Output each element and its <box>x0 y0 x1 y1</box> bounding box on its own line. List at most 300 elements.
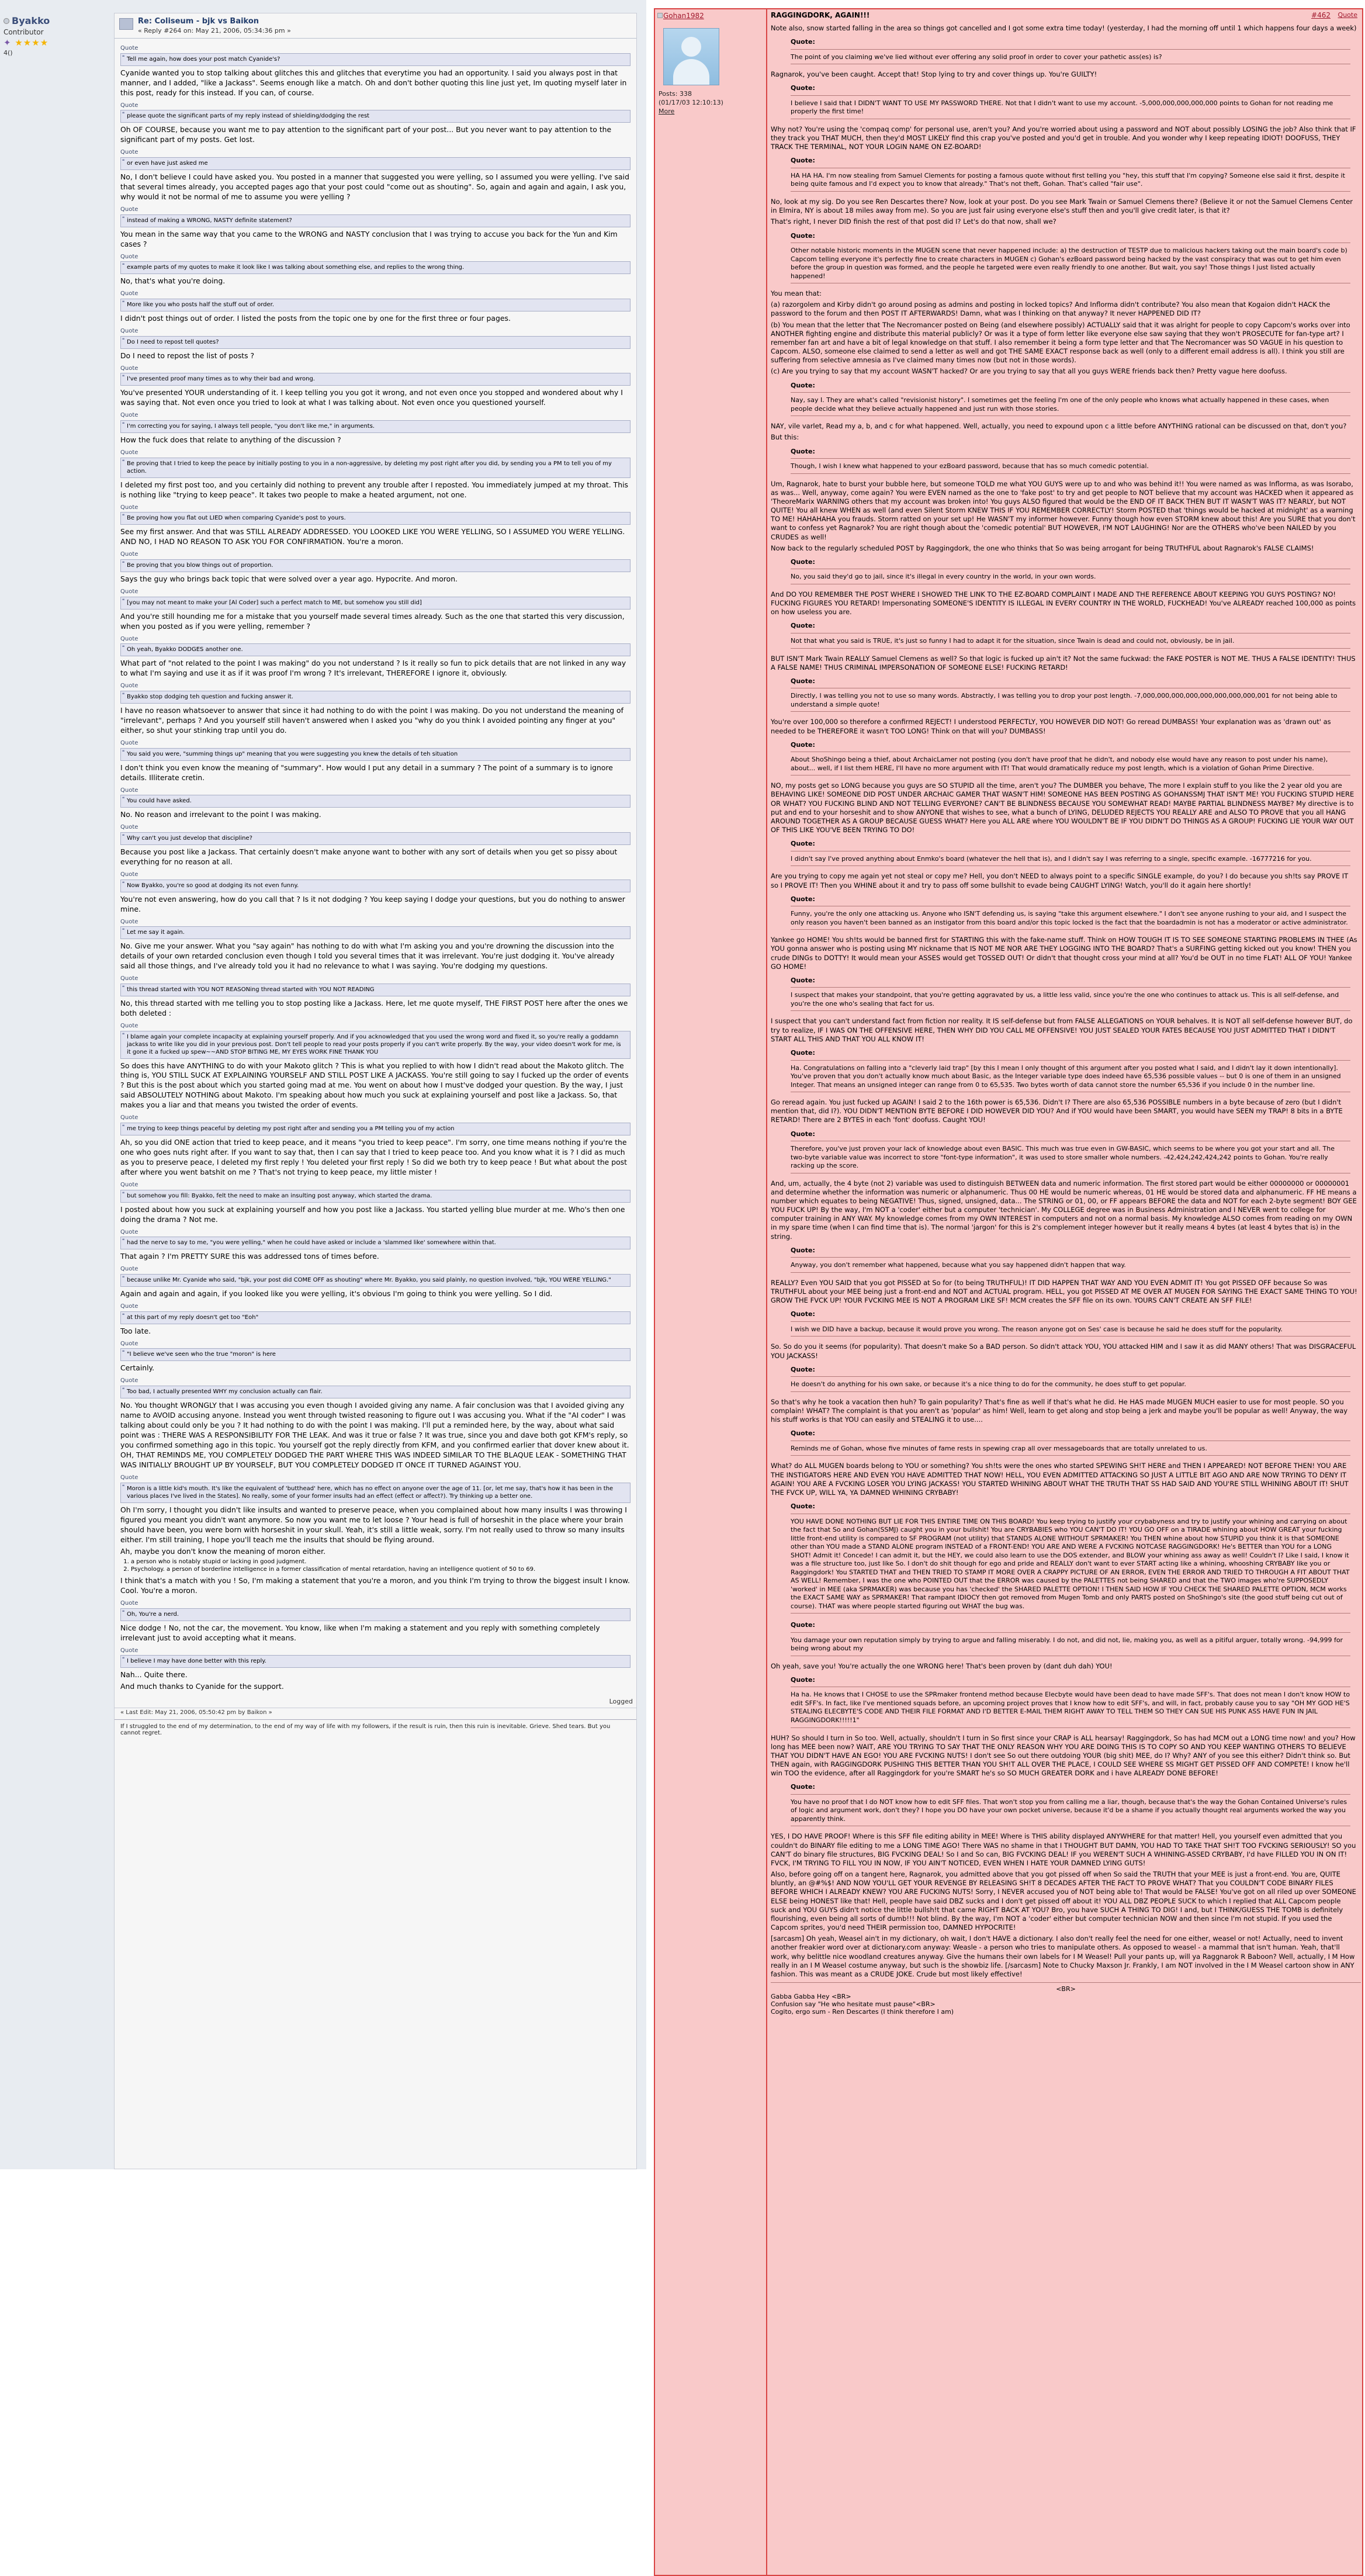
quote-label: Quote: <box>791 230 1350 244</box>
quote-mark-icon: ❝ <box>122 215 125 221</box>
quote-text: Nay, say I. They are what's called "revisionist history". I sometimes get the feeling I'm one of the only people who knows what actually happened in these cases, when people decide what they believe actually happened and just run with those stories. <box>791 396 1329 413</box>
quote-label: Quote <box>120 327 138 334</box>
quote-label: Quote: <box>791 975 1350 988</box>
quote-mark-icon: ❝ <box>122 374 125 380</box>
paragraph: You've presented YOUR understanding of it. I keep telling you you got it wrong, and not even once you stopped and wondered about why I was saying that. Not even once you tried to look at what I was talking about. Not even once you questioned yourself. <box>120 388 623 407</box>
quote-block <box>120 880 630 892</box>
quote-text: You could have asked. <box>127 798 192 805</box>
quote-label: Quote <box>120 739 138 746</box>
post-body <box>771 24 1361 1979</box>
quote-label: Quote: <box>791 1128 1350 1142</box>
quote-text: me trying to keep things peaceful by deleting my post right after and sending you a PM telling you of my action <box>127 1126 455 1133</box>
online-status-icon <box>4 18 9 24</box>
paragraph: And, um, actually, the 4 byte (not 2) variable was used to distinguish BETWEEN data and numeric information. The first stored part would be either 00000000 or 00000001 and determine whether the information was numeric or alphanumeric. Thus 00 HE would be numeric whereas, 01 HE would be stored data and alphanumeric. FF HE means a number which equates to being NEGATIVE! Thus, signed, unsigned, data... The STRING or 01, 00, or FF appears BEFORE the data and NOT for each 2-byte segment! BOY GEE YOU FUCK UP! By the way, I'm NOT a 'coder' either but a computer 'technician'. My COLLEGE degree was in Business Administration and I NEVER went to college for computer training in ANY WAY. My knowledge comes from my OWN INTEREST in computers and not on a normal basis. My knowledge ALSO comes from reading on my OWN in my spare time (when I can find time that is). The normal 'jargon' for this is 2's complement integer however but it really means 4 bytes (at least 4 bytes that is) in the string. <box>771 1179 1357 1241</box>
post-titlebar <box>771 9 1361 22</box>
quote-block <box>791 894 1350 933</box>
signature: If I struggled to the end of my determination, to the end of my way of life with my followers, if the result is ruin, then this ruin is inevitable. Grieve. Shed tears. But you cannot regret. <box>115 1719 636 1740</box>
paragraph: No. No reason and irrelevant to the point I was making. <box>120 810 321 819</box>
quote-text: Directly, I was telling you not to use so many words. Abstractly, I was telling you to drop your post length. -7,000,000,000,000,000,000,000,000,001 for not being able to understand a simple quote! <box>791 692 1338 708</box>
quote-text: [you may not meant to make your [Al Coder] such a perfect match to ME, but somehow you still did] <box>127 599 422 606</box>
quote-mark-icon: ❝ <box>122 1238 125 1244</box>
quote-label: Quote: <box>791 1364 1350 1377</box>
quote-mark-icon: ❝ <box>122 833 125 839</box>
quote-block <box>120 512 630 525</box>
paragraph: Oh OF COURSE, because you want me to pay attention to the significant part of your post... But you never want to pay attention to the significant part of my posts. Get lost. <box>120 125 612 144</box>
quote-label: Quote <box>120 975 138 982</box>
quote-text: HA HA HA. I'm now stealing from Samuel Clements for posting a famous quote without first telling you "hey, this stuff that I'm copying? Someone else said it first, despite it being quite famous and I'd expect you to know that already." That's not theft, Gohan. That's called "fair use". <box>791 171 1345 188</box>
paragraph: That's right, I never DID finish the rest of that post did I? Let's do that now, shall we? <box>771 217 1056 226</box>
quote-divider <box>791 1272 1350 1273</box>
post-count: Posts: 338 <box>659 90 692 98</box>
quote-label: Quote: <box>791 838 1350 851</box>
quote-block <box>120 1608 630 1621</box>
quote-text: The point of you claiming we've lied without ever offering any solid proof in order to cover your pathetic ass(es) is? <box>791 53 1162 61</box>
paragraph: Too late. <box>120 1326 151 1335</box>
quote-label: Quote <box>120 412 138 419</box>
paragraph: I don't think you even know the meaning of "summary". How would I put any detail in a summary ? The point of a summary is to ignore details. Illiterate cretin. <box>120 763 613 782</box>
post-content <box>114 13 637 2169</box>
quote-mark-icon: ❝ <box>122 54 125 60</box>
quote-block <box>791 380 1350 419</box>
quote-text: You said you were, "summing things up" meaning that you were suggesting you knew the details of teh situation <box>127 750 458 757</box>
quote-text: but somehow you fill: Byakko, felt the need to make an insulting post anyway, which started the drama. <box>127 1192 432 1199</box>
quote-block <box>791 1619 1350 1659</box>
quote-label: Quote <box>120 504 138 511</box>
quote-label: Quote <box>120 1022 138 1029</box>
paragraph: Cyanide wanted you to stop talking about glitches this and glitches that everytime you had an opportunity. I said you always post in that manner, and I added, "like a Jackass". Seems enough like a match. Oh and don't bother quoting this line just yet, Im quoting myself later in this post, ready for this instead. If you can, of course. <box>120 68 627 97</box>
paragraph: So does this have ANYTHING to do with your Makoto glitch ? This is what you replied to with how I didn't read about the Makoto glitch. The thing is, YOU STILL SUCK AT EXPLAINING YOURSELF AND STILL POST LIKE A JACKASS. You're still going to say I fucked up the order of events ? But this is the post about which you started going mad at me. You went on about how I must've dodged your question. By the way, I just said ABSOLUTELY NOTHING about Makoto. I'm speaking about how much you suck at explaining yourself and post like a Jackass. So, that makes you a liar and that means you twisted the order of events. <box>120 1061 629 1110</box>
quote-label: Quote: <box>791 739 1350 753</box>
paragraph: Do I need to repost the list of posts ? <box>120 351 255 360</box>
paragraph: You mean in the same way that you came to the WRONG and NASTY conclusion that I was trying to accuse you back for the Yun and Kim cases ? <box>120 229 618 248</box>
quote-label: Quote <box>120 1647 138 1654</box>
quote-mark-icon: ❝ <box>122 1190 125 1196</box>
quote-text: About ShoShingo being a thief, about ArchaicLamer not posting (you don't have proof that he didn't, and nobody else would have any reason to post under his name), about... well, if I list them HERE, I'll have no more argument with IT! That would dramatically reduce my post length, which is a violation of Gohan Prime Directive. <box>791 756 1328 772</box>
paragraph: What? do ALL MUGEN boards belong to YOU or something? You sh!ts were the ones who started SPEWING SH!T HERE and THEN I APPEARED! NOT BEFORE THEN! YOU ARE THE INSTIGATORS HERE AND EVEN YOU HAVE ADMITTED THAT NOW! HELL, YOU EVEN ADMITTED ATTACKING SO JUST A LITTLE BIT AGO AND ARE NOW TRYING TO DENY IT AGAIN! YOU ARE A FVCKING LOSER YOU LYING JACKASS! YOU STARTED WHINING ABOUT WHAT THE TRUTH THAT SS HAD SAID AND YOU'RE STILL WHINING ABOUT IT! SHUT THE FVCK UP, WILL YA, YA DAMNED WHINING CRYBABY! <box>771 1462 1349 1497</box>
paragraph: And DO YOU REMEMBER THE POST WHERE I SHOWED THE LINK TO THE EZ-BOARD COMPLAINT I MADE AND THE REFERENCE ABOUT KEEPING YOU GUYS POSTING? NO! FUCKING FIGURES YOU RETARD! Impersonating SOMEONE'S IDENTITY IS ILLEGAL IN EVERY COUNTRY IN THE WORLD, FUCKHEAD! You've ALREADY reached 100,000 as points on how useless you are. <box>771 590 1356 617</box>
quote-label: Quote: <box>791 1781 1350 1795</box>
quote-text: You damage your own reputation simply by trying to argue and falling miserably. I do not, and did not, lie, making you, as well as a pitiful arguer, totally wrong. -94,999 for being wrong about my <box>791 1636 1343 1653</box>
quote-label: Quote <box>120 588 138 595</box>
quote-block <box>791 446 1350 476</box>
quote-block <box>791 36 1350 67</box>
paragraph: (b) You mean that the letter that The Necromancer posted on Being (and elsewhere possibly) ACTUALLY said that it was alright for people to copy Capcom's works over into ANOTHER fighting engine and distribute this material publicly? Or was it a type of form letter like everyone else saw saying that they won't PROSECUTE for fan-type art? I remember fan art and have a bit of legal knowledge on that stuff. I also remember it being a form type letter and that The Necromancer was SO VAGUE in his question to Capcom. ALSO, someone else claimed to send a letter as well and got THE SAME EXACT response back as well (only to a different email address is all). I think you still are suffering from selective amnesia as I've claimed many times now (but not in those words). <box>771 320 1350 365</box>
paragraph: [sarcasm] Oh yeah, Weasel ain't in my dictionary, oh wait, I don't HAVE a dictionary. I also don't really feel the need for one either, weasel or not! Actually, need to invent another freakier word over at dictionary.com anyway: Weasle - a person who tries to manipulate others. As opposed to weasel - a mammal that isn't human. Yeah, that'll work, why belittle nice woodland creatures anyway. Give the humans their own labels for I M Weasel! Pull your pants up, will ya Raggnarok R Baboon? Well, actually, I M How really in an I M Weasel costume anyway, but such is the showbiz life. [/sarcasm] Note to Chucky Maxson Jr. Frankly, I am NOT involved in the I M Weasel cartoon show in ANY fashion. This was meant as a CRUDE JOKE. Crude but most likely effective! <box>771 1934 1355 1978</box>
quote-mark-icon: ❝ <box>122 1387 125 1393</box>
quote-label: Quote <box>120 551 138 558</box>
quote-block <box>791 1674 1350 1730</box>
quote-text: "I believe we've seen who the true "moron" is here <box>127 1351 276 1358</box>
quote-text: He doesn't do anything for his own sake, or because it's a nice thing to do for the community, he does stuff to get popular. <box>791 1380 1186 1389</box>
left-forum-post-panel <box>0 0 646 2169</box>
quote-mark-icon: ❝ <box>122 421 125 427</box>
paragraph: No, this thread started with me telling you to stop posting like a Jackass. Here, let me quote myself, THE FIRST POST here after the ones we both deleted : <box>120 998 628 1017</box>
paragraph: Oh yeah, save you! You're actually the one WRONG here! That's been proven by (dant duh dah) YOU! <box>771 1661 1113 1670</box>
quote-label: Quote <box>120 1340 138 1347</box>
author-name[interactable]: Byakko <box>4 15 106 26</box>
paragraph: BUT ISN'T Mark Twain REALLY Samuel Clemens as well? So that logic is fucked up ain't it? Not the same fuckwad: the FAKE POSTER is NOT ME. THUS A FALSE IDENTITY! THUS A FALSE NAME! THUS CRIMINAL IMPERSONATION OF SOMEONE ELSE! FUCKING RETARD! <box>771 654 1356 671</box>
quote-label: Quote <box>120 1377 138 1384</box>
quote-label: Quote: <box>791 1619 1350 1633</box>
quote-block <box>791 838 1350 868</box>
paragraph: Ah, so you did ONE action that tried to keep peace, and it means "you tried to keep peace". I'm sorry, one time means nothing if you're the one who goes nuts right after. If you want to say that, then I can say that I tried to keep peace too. And you know what it is ? I did as much as you to preserve peace, I deleted my first reply ! You deleted your first reply ! So did we both try to keep peace ! But what about the post after where you went batshit on me ? That's not trying to keep peace, my little mister ! <box>120 1138 627 1177</box>
paragraph: Ragnarok, you've been caught. Accept that! Stop lying to try and cover things up. You're GUILTY! <box>771 70 1097 79</box>
post-number-link[interactable]: #462 <box>1311 11 1331 19</box>
quote-block <box>120 597 630 610</box>
quote-divider <box>791 1391 1350 1392</box>
quote-block <box>120 1031 630 1059</box>
paragraph: Oh I'm sorry, I thought you didn't like insults and wanted to preserve peace, when you complained about how many insults I was throwing I figured you meant you didn't want anymore. So now you want me to let loose ? Your head is full of horseshit in the place where your brain should have been, you were born with horseshit in your skull. Yeah, it's still a little weak, sorry. I'm not really used to throw so many insults either. I'm still training, I hope you'll teach me the insults that should be flying around. <box>120 1505 627 1544</box>
quote-text: this thread started with YOU NOT REASONing thread started with YOU NOT READING <box>127 986 375 993</box>
list-item: 2. Psychology. a person of borderline intelligence in a former classification of mental retardation, having an intelligence quotient of 50 to 69. <box>131 1566 630 1574</box>
quote-text: I'm correcting you for saying, I always tell people, "you don't like me," in arguments. <box>127 423 375 430</box>
quote-block <box>120 53 630 66</box>
paragraph: Are you trying to copy me again yet not steal or copy me? Hell, you don't NEED to always point to a specific SINGLE example, do you? I do because you sh!ts say PROVE IT so I PROVE IT! Then you WHINE about it and try to pass off some bullshit to evade being CAUGHT LYING! Watch, you'll do it again here shortly! <box>771 872 1349 889</box>
quote-block <box>791 1428 1350 1458</box>
quote-label: Quote <box>120 149 138 156</box>
quote-text: Ha ha. He knows that I CHOSE to use the SPRmaker frontend method because Elecbyte would have been dead to have made SFF's. That does not mean I don't know HOW to edit SFF's. In fact, like I've mentioned squads before, an upcoming project proves that I know how to edit SFF's, and will, in fact, probably cause you to say "OH MY GOD HE'S STEALING ELECBYTE'S CODE AND THEIR FILE FORMAT AND I'D BETTER E-MAIL THEM RIGHT AWAY TO TELL THEM SO THEY CAN SUE HIS PUNK ASS HAVE FUN IN JAIL RAGGINGDORK!!!!!1" <box>791 1691 1350 1724</box>
author-rank: Contributor <box>4 28 44 36</box>
quote-text: Why can't you just develop that discipline? <box>127 835 252 842</box>
paragraph: No. Give me your answer. What you "say again" has nothing to do with what I'm asking you and you're drowning the discussion into the details of your own retarded conclusion even though I told you several times that it was irrelevant. You're just dodging it. You've already said all those things, and I've already told you it had no relevance to what I was saying. You're dodging my questions. <box>120 941 615 971</box>
quote-mark-icon: ❝ <box>122 1483 125 1489</box>
paragraph: Note also, snow started falling in the area so things got cancelled and I got some extra time today! (yesterday, I had the morning off until 1 which happens four days a week) <box>771 24 1357 32</box>
quote-text: Reminds me of Gohan, whose five minutes of fame rests in spewing crap all over messageboards that are totally unrelated to us. <box>791 1444 1207 1452</box>
quote-text: More like you who posts half the stuff out of order. <box>127 301 275 308</box>
paragraph: Um, Ragnarok, hate to burst your bubble here, but someone TOLD me what YOU GUYS were up to and who was behind it!! You were named as was Inflorma, as was Isorabo, as was... Well, anyway, come again? You were EVEN named as the one to 'fake post' to try and get people to NOT believe that my account was HACKED when it appeared as 'TheoreMarix WARNING others that my account was broken into! You guys ALSO figured that would be the END OF IT BACK THEN BUT IT WASN'T WAS IT? NEARLY, but NOT QUITE! You all knew WHEN as well (and even Silent Storm KNEW THIS IF YOU REMEMBER CORRECTLY! Storm POSTED that 'things would be hacked at midnight' as a warning TO ME! HAHAHAHA you frauds. Storm ratted on your set up! He WASN'T my informer however. Funny though how even STORM knew about this! Are you SURE that you don't want to confess yet Ragnarok? You are right though about the 'comedic potential' BUT HOWEVER, I'M NOT LAUGHING! Nor are the OTHERS who've been NAILED by you CRUDES as well! <box>771 479 1356 541</box>
quote-block <box>120 1274 630 1287</box>
quote-label: Quote: <box>791 894 1350 907</box>
quote-mark-icon: ❝ <box>122 262 125 268</box>
quote-label: Quote <box>120 1266 138 1273</box>
quote-text: I didn't say I've proved anything about Enmko's board (whatever the hell that is), and I didn't say I was referring to a single, specific example. -16777216 for you. <box>791 854 1312 863</box>
paragraph: REALLY? Even YOU SAID that you got PISSED at So for (to being TRUTHFUL)! IT DID HAPPEN THAT WAY AND YOU EVEN ADMIT IT! You got PISSED OFF because So was TRUTHFUL about your MEE being just a front-end and NOT and ACTUAL program. HELL, you got PISSED AT ME OVER AT MUGEN FOR SAYING THE EXACT SAME THING TO YOU! GROW THE FVCK UP! YOUR FVCKING MEE IS NOT A PROGRAM LIKE SF! MCM creates the SFF file on its own. YOURS CAN'T CREATE AN SFF FILE! <box>771 1278 1357 1305</box>
post-header <box>115 13 636 39</box>
quote-text: Now Byakko, you're so good at dodging its not even funny. <box>127 882 299 889</box>
quote-label: Quote: <box>791 380 1350 393</box>
quote-block <box>791 1245 1350 1275</box>
quote-mark-icon: ❝ <box>122 299 125 305</box>
quote-block <box>120 748 630 761</box>
quote-block <box>791 620 1350 650</box>
quote-mark-icon: ❝ <box>122 984 125 990</box>
quote-block <box>120 1386 630 1398</box>
quote-block <box>120 1655 630 1668</box>
paragraph: I posted about how you suck at explaining yourself and how you post like a Jackass. You started yelling blue murder at me. Who's then one doing the drama ? Not me. <box>120 1204 625 1224</box>
quote-label: Quote <box>120 871 138 878</box>
quote-block <box>120 336 630 349</box>
quote-block <box>791 556 1350 587</box>
quote-text: Though, I wish I knew what happened to your ezBoard password, because that has so much comedic potential. <box>791 462 1149 470</box>
quote-divider <box>791 711 1350 712</box>
paragraph: No, look at my sig. Do you see Ren Descartes there? Now, look at your post. Do you see Mark Twain or Samuel Clemens there? (Believe it or not the Samuel Clemens Center in Elmira, NY is about 18 miles away from me). So you are just fair using everyone else's stuff then and you'll give credit later, is that it? <box>771 197 1353 215</box>
post-title: RAGGINGDORK, AGAIN!!! <box>771 11 870 19</box>
quote-label: Quote <box>120 1182 138 1189</box>
quote-label: Quote: <box>791 1428 1350 1441</box>
paragraph: I have no reason whatsoever to answer that since it had nothing to do with the point I was making. Do you not understand the meaning of "irrelevant", perhaps ? And you yourself still haven't answered when I asked you "why do you think I avoided pointing any finger at you" either, so shut your stinking trap until you do. <box>120 705 623 735</box>
paragraph: NO, my posts get so LONG because you guys are SO STUPID all the time, aren't you? The DUMBER you behave, The more I explain stuff to you like the 2 year old you are BEHAVING LIKE! SOMEONE DID POST UNDER ARCHAIC GAMER THAT WASN'T HIM! SOMEONE HAS BEEN POSTING AS GOHANSSMJ THAT ISN'T ME! YOU FUCKING STUPID HERE OR WHAT? YOU FUCKING BLIND AND NOT TELLING EVERYONE? CAN'T BE BLINDNESS BECAUSE YOU SOMEWHAT READ! MAYBE PARTIAL BLINDNESS MAYBE? My directive is to put and end to your horseshit and to show ANYONE that wishes to see, what a bunch of LYING, DELUDED REJECTS YOU REALLY ARE and ALSO TO PROVE that you all HANG AROUND TOGETHER AS A GROUP BECAUSE GUESS WHAT? Here you ALL ARE where YOU WOULDN'T BE IF YOU DIDN'T DO THINGS AS A GROUP! FUCKING LIE YOUR WAY OUT OF THIS LIKE YOU'VE BEEN TRYING TO DO! <box>771 781 1354 835</box>
quote-label: Quote <box>120 918 138 925</box>
rank-stars: ✦ ★★★★ <box>4 37 49 48</box>
quote-block <box>791 739 1350 778</box>
quote-label: Quote <box>120 787 138 794</box>
quote-label: Quote: <box>791 620 1350 633</box>
quote-text: No, you said they'd go to jail, since it's illegal in every country in the world, in your own words. <box>791 573 1096 581</box>
quote-mark-icon: ❝ <box>122 749 125 754</box>
post-icon <box>119 18 133 30</box>
paragraph: (c) Are you trying to say that my account WASN'T hacked? Or are you trying to say that all you guys WERE friends back then? Pretty vague here doofuss. <box>771 367 1287 376</box>
quote-text: I wish we DID have a backup, because it would prove you wrong. The reason anyone got on Ses' case is because he said he does stuff for the popularity. <box>791 1325 1283 1333</box>
quote-text: You have no proof that I do NOT know how to edit SFF files. That won't stop you from calling me a liar, though, because that's the way the Gohan Contained Universe's rules of logic and argument work, don't they? I hope you DO have your own pocket universe, because it'd be a shame if you actually thought real arguments worked the way you apparently think. <box>791 1798 1347 1823</box>
sig-line: Confusion say "He who hesitate must pause"<BR> <box>771 2000 936 2009</box>
quote-text: Do I need to repost tell quotes? <box>127 338 219 345</box>
quote-label: Quote: <box>791 1308 1350 1322</box>
quote-text: had the nerve to say to me, "you were yelling," when he could have asked or include a 'slammed like' somewhere within that. <box>127 1239 496 1247</box>
quote-text: Let me say it again. <box>127 929 185 936</box>
paragraph: Because you post like a Jackass. That certainly doesn't make anyone want to bother with any sort of details when you get so pissy about everything for no reason at all. <box>120 847 618 866</box>
quote-block <box>120 1190 630 1203</box>
quote-label: Quote <box>120 290 138 297</box>
more-link[interactable]: More <box>659 107 675 115</box>
quote-label: Quote: <box>791 676 1350 689</box>
paragraph: I deleted my first post too, and you certainly did nothing to prevent any trouble after I reposted. You immediately jumped at my throat. This is nothing like "trying to keep peace". It takes two people to make a heated argument, not one. <box>120 480 628 499</box>
quote-block <box>791 1128 1350 1176</box>
quote-block <box>791 1501 1350 1616</box>
quote-block <box>120 1483 630 1503</box>
paragraph: Certainly. <box>120 1363 155 1373</box>
quote-label: Quote <box>120 45 138 51</box>
quote-text: YOU HAVE DONE NOTHING BUT LIE FOR THIS ENTIRE TIME ON THIS BOARD! You keep trying to justify your crybabyness and try to justify your whining and carrying on about the fact that So and Gohan(SSMJ) caught you in your bullshit! You are CRYBABIES who YOU CAN'T DO IT! YOU GO OFF on a TIRADE whining about HOW GREAT your fucking little front-end utility is compared to SF PROGRAM (not utility) that STANDS ALONE WITHOUT SPRMAKER! You THEN whine about how STUPID you think it is that SOMEONE other than YOU made a STAND ALONE program INSTEAD of a FRONT-END! YOU ARE AND WERE A FVCKING NOTCASE RAGGINGDORK! He's BETTER than YOU for a LONG SHOT! Admit it! Concede! I can admit it, but the HEY, we could also learn to use the DOS extender, and BLOW your whining ass away as well! Couldn't I? Like I said, I know it was a file structure too, just like So. I don't do shit though for ego and pride and REALLY don't want to ever START acting like a whining, whooshing CRYBABY like you or Raggingdork! You STARTED THAT and THEN TRIED TO STAMP IT MORE OVER A CRAPPY PICTURE OF AN ERROR, EVEN THE ERROR AND TRIED TO THROUGH A FIT ABOUT THAT AS WELL! Remember, I was the one who POINTED OUT that the ERROR was caused by the PALETTES not being SHARED and that the TWO images who're SUPPOSEDLY 'worked' in MEE (aka SPRMAKER) was because you has 'checked' the SHARED PALETTE OPTION! I THEN SAID HOW IF YOU CHECK THE SHARED PALETTE OPTION, MCM works the EXACT SAME WAY as SPRMAKER! That rampant IDIOCY then got removed from Mugen Tomb and only PARTS posted on ShoShingo's site (the good stuff being cut out of course). THAT was where people started figuring out WHAT the bug was. <box>791 1517 1350 1610</box>
quote-mark-icon: ❝ <box>122 927 125 933</box>
avatar <box>663 28 719 85</box>
paragraph: So that's why he took a vacation then huh? To gain popularity? That's fine as well if that's what he did. He HAS made MUGEN MUCH easier to use for most people. SO you complain! WHAT? The complaint is that you aren't as 'popular' as him! Well, learn to get along and stop being a jerk and maybe you'll be popular as well! Anyway, the way his stuff works is that YOU can easily and STEALING it to use.... <box>771 1397 1348 1424</box>
join-date: (01/17/03 12:10:13) <box>659 98 723 106</box>
paragraph: Go reread again. You just fucked up AGAIN! I said 2 to the 16th power is 65,536. Didn't I? There are also 65,536 POSSIBLE numbers in a byte because of zero (but I didn't mention that, did I?). YOU DIDN'T MENTION BYTE BEFORE I DID HOWEVER DID YOU? And if YOU would have been SMART, you would have SEEN my TRAP! 8 bits in a BYTE RETARD! There are 2 BYTES in each 'font' doofuss. Caught YOU! <box>771 1098 1343 1124</box>
quote-label: Quote <box>120 683 138 690</box>
paragraph: No, I don't believe I could have asked you. You posted in a manner that suggested you were yelling, so I assumed you were yelling. I've said that several times already, you accepted pages ago that your post could "come out as shouting". So, again and again and again, I ask you, why would it not be normal of me to assume you were yelling ? <box>120 172 629 201</box>
paragraph: You mean that: <box>771 289 822 298</box>
paragraph: (a) razorgolem and Kirby didn't go around posing as admins and posting in locked topics? And Inflorma didn't contribute? You also mean that Kogaion didn't HACK the password to the forum and then POST IT AFTERWARDS! Damn, what was I thinking on that anyway? It never HAPPENED DID IT? <box>771 300 1331 318</box>
quote-block <box>120 458 630 478</box>
quote-block <box>791 676 1350 715</box>
quote-label: Quote <box>120 102 138 109</box>
quote-text: Therefore, you've just proven your lack of knowledge about even BASIC. This much was true even in GW-BASIC, which seems to be where you got your start and all. The two-byte variable value was incorrect to store "font-type information", it was used to store smaller whole numbers. -42,424,242,424,242 points to Gohan. You're really racking up the score. <box>791 1145 1335 1170</box>
quote-text: example parts of my quotes to make it look like I was talking about something else, and replies to the wrong thing. <box>127 264 465 271</box>
paragraph: Again and again and again, if you looked like you were yelling, it's obvious I'm going to think you were yelling. So I did. <box>120 1289 553 1299</box>
signature <box>771 1982 1361 2016</box>
quote-label: Quote: <box>791 1245 1350 1258</box>
quote-block <box>120 559 630 572</box>
quote-mark-icon: ❝ <box>122 1312 125 1318</box>
quote-divider <box>791 1613 1350 1614</box>
quote-block <box>120 110 630 123</box>
paragraph: No, that's what you're doing. <box>120 276 226 286</box>
quote-divider <box>791 865 1350 866</box>
paragraph: Yankee go HOME! You sh!ts would be banned first for STARTING this with the fake-name stuff. Think on HOW TOUGH IT IS TO SEE SOMEONE STARTING PROBLEMS IN THEE (As YOU gonna answer who is posting using MY nickname that IS NOT ME NOR ARE THEY LOGGING INTO THE BOARD? That's a SURFING getting kicked out you know! THEN you crude DINGs to DOTTY! It would mean your ASSES would get TOSSED OUT! Or didn't that thought cross your mind at all? You'd be OUT in no time FLAT! ALL OF YOU! Yankee GO HOME! <box>771 936 1357 971</box>
list-item: 1. a person who is notably stupid or lacking in good judgment. <box>131 1558 630 1566</box>
quote-text: I've presented proof many times as to why their bad and wrong. <box>127 376 315 383</box>
paragraph: YES, I DO HAVE PROOF! Where is this SFF file editing ability in MEE! Where is THIS ability displayed ANYWHERE for that matter! Hell, you yourself even admitted that you couldn't do BINARY file editing to me a LONG TIME AGO! There WAS no shame in that I THOUGHT BUT DAMN, YOU HAD TO TAKE THAT SH!T TOO FVCKING SERIOUSLY! SO you CAN'T do binary file structures, BIG FVCKING DEAL! So I and So can, BIG FVCKING DEAL! IF you WEREN'T SUCH A WHINING-ASSED CRYBABY, I'd have FILLED YOU IN ON IT! FVCK, I'M TRYING TO FILL YOU IN NOW, IF YOU AIN'T NOTICED, EVEN WHEN I HATE YOUR DAMNED LYING GUTS! <box>771 1832 1356 1867</box>
paragraph: I think that's a match with you ! So, I'm making a statement that you're a moron, and you think I'm trying to throw the biggest insult I know. Cool. You're a moron. <box>120 1576 630 1595</box>
paragraph: How the fuck does that relate to anything of the discussion ? <box>120 435 341 444</box>
quote-block <box>120 1311 630 1324</box>
quote-mark-icon: ❝ <box>122 645 125 650</box>
quote-block <box>120 1123 630 1135</box>
avatar-head-icon <box>681 37 701 57</box>
author-misc: 4() <box>4 49 13 57</box>
poster-meta <box>659 90 723 116</box>
quote-block <box>791 82 1350 122</box>
paragraph: Now back to the regularly scheduled POST by Raggingdork, the one who thinks that So was being arrogant for being TRUTHFUL about Ragnarok's FALSE CLAIMS! <box>771 543 1314 552</box>
quote-block <box>120 214 630 227</box>
quote-mark-icon: ❝ <box>122 1609 125 1615</box>
last-edit-note: « Last Edit: May 21, 2006, 05:50:42 pm by Baikon » <box>115 1708 636 1719</box>
quote-label: Quote: <box>791 1501 1350 1514</box>
quote-text: Oh, You're a nerd. <box>127 1611 179 1618</box>
quote-divider <box>791 1727 1350 1728</box>
quote-text: I blame again your complete incapacity at explaining yourself properly. And if you acknowledged that you used the wrong word and fixed it, so you're really a goddamn jackass to write like you did in your previous post. Don't tell people to read your posts properly if you can't write properly. By the way, your video doesn't work for me, is it gone it a fucked up spew~~AND STOP BITING ME, MY EYES WORK FINE THANK YOU <box>127 1033 621 1055</box>
quote-divider <box>791 191 1350 192</box>
quote-mark-icon: ❝ <box>122 597 125 603</box>
quote-block <box>120 261 630 274</box>
quote-text: Ha. Congratulations on falling into a "cleverly laid trap" [by this I mean I only thought of this argument after you posted what I said, and I didn't lay it down intentionally]. You've proven that you don't actually know much about Basic, as the Integer variable type does indeed have 65,536 possible values -- but 0 is one of them in an unsigned Integer. That means an unsigned integer can range from 0 to 65,535. Two bytes worth of data cannot store the number 65,536 if you include 0 in the number line. <box>791 1064 1341 1089</box>
paragraph: And much thanks to Cyanide for the support. <box>120 1682 284 1691</box>
quote-block <box>120 643 630 656</box>
paragraph: But this: <box>771 433 799 442</box>
paragraph: And you're still hounding me for a mistake that you yourself made several times already. Such as the one that started this very discussion, when you posted as if you were yelling, remember ? <box>120 611 625 631</box>
paragraph: No. You thought WRONGLY that I was accusing you even though I avoided giving any name. A fair conclusion was that I avoided giving any name to AVOID accusing anyone. Instead you went through twisted reasoning to figure out I was accusing you. What if the "AI coder" I was talking about could only be you ? It had nothing to do with the point I was making. I'll put a reminded here, by the way, about what said point was : THERE WAS A RESPONSIBILITY FOR THE LEAK. And was it true or false ? It was true, since you and dave both got KFM's reply, so you confirmed something ago in this topic. You yourself got the reply directly from KFM, and you confirmed earlier that dover knew about it. OH, THAT REMINDS ME, YOU COMPLETELY DODGED THE PART WHERE THIS WAS INDEED SIMILAR TO THE BLAQUE LEAK - SOMETHING THAT WAS INITIALLY BROUGHT UP BY YOURSELF, BUT YOU COMPLETELY DODGED IT ONCE IT TURNED AGAINST YOU. <box>120 1401 629 1469</box>
post-body <box>115 39 636 1695</box>
quote-mark-icon: ❝ <box>122 1124 125 1130</box>
paragraph: You're over 100,000 so therefore a confirmed REJECT! I understood PERFECTLY, YOU HOWEVER DID NOT! Go reread DUMBASS! Your explanation was as 'drawn out' as needed to be THEREFORE it wasn't TOO LONG! Think on that will you? DUMBASS! <box>771 718 1331 735</box>
paragraph: Nice dodge ! No, not the car, the movement. You know, like when I'm making a statement and you reply with something completely irrelevant just to avoid accepting what it means. <box>120 1623 600 1642</box>
quote-label: Quote: <box>791 446 1350 459</box>
quote-text: Tell me again, how does your post match Cyanide's? <box>127 56 280 63</box>
quote-label: Quote <box>120 824 138 831</box>
pm-icon[interactable]: ✦ <box>4 37 12 48</box>
post-author-sidebar <box>4 15 106 57</box>
quote-divider <box>791 1336 1350 1337</box>
quote-block <box>120 299 630 311</box>
paragraph: You're not even answering, how do you call that ? Is it not dodging ? You keep saying I dodge your questions, but you do nothing to answer mine. <box>120 894 625 913</box>
post-title[interactable]: Re: Coliseum - bjk vs Baikon <box>138 17 259 26</box>
quote-text: I believe I said that I DIDN'T WANT TO USE MY PASSWORD THERE. Not that I didn't want to use my account. -5,000,000,000,000,000 points to Gohan for not reading me properly the first time! <box>791 99 1333 116</box>
quote-block <box>120 420 630 433</box>
quote-block <box>791 1047 1350 1095</box>
paragraph: Ah, maybe you don't know the meaning of moron either. <box>120 1546 326 1556</box>
quote-label: Quote <box>120 449 138 456</box>
paragraph: Why not? You're using the 'compaq comp' for personal use, aren't you? And you're worried about using a password and NOT about possibly LOSING the job? Also think that IF they track you THAT MUCH, then they'd MOST LIKELY find this crap you've posted and you'd get in trouble. And you wonder why I keep repeating IDIOT! DOOFUSS, THEY TRACK THE TERMINAL, NOT YOUR LOGIN NAME ON EZ-BOARD! <box>771 124 1356 151</box>
quote-block <box>120 926 630 939</box>
quote-label: Quote <box>120 1114 138 1121</box>
quote-mark-icon: ❝ <box>122 158 125 164</box>
quote-text: Oh yeah, Byakko DODGES another one. <box>127 646 243 653</box>
quote-divider <box>791 473 1350 474</box>
quote-text: Not that what you said is TRUE, it's just so funny I had to adapt it for the situation, since Twain is dead and could not, obviously, be in jail. <box>791 636 1235 645</box>
quote-block <box>791 155 1350 194</box>
quote-divider <box>791 648 1350 649</box>
avatar-body-icon <box>673 59 709 85</box>
quote-mark-icon: ❝ <box>122 1349 125 1355</box>
quote-label: Quote <box>120 1599 138 1606</box>
quote-mark-icon: ❝ <box>122 111 125 117</box>
quote-text: Be proving how you flat out LIED when comparing Cyanide's post to yours. <box>127 515 346 522</box>
quote-text: Byakko stop dodging teh question and fucking answer it. <box>127 693 293 700</box>
paragraph: So. So do you it seems (for popularity). That doesn't make So a BAD person. So didn't attack YOU, YOU attacked HIM and I saw it as did MANY others! That was DISGRACEFUL YOU JACKASS! <box>771 1342 1356 1360</box>
quote-block <box>120 1237 630 1249</box>
quote-mark-icon: ❝ <box>122 1656 125 1662</box>
quote-text: Be proving that I tried to keep the peace by initially posting to you in a non-aggressive, by deleting my post right after you did, by sending you a PM to tell you of my action. <box>127 460 612 475</box>
quote-label: Quote: <box>791 155 1350 168</box>
quote-block <box>120 373 630 386</box>
quote-label: Quote <box>120 1474 138 1481</box>
quote-block <box>791 230 1350 286</box>
quote-block <box>120 1348 630 1361</box>
quote-label: Quote <box>120 1303 138 1310</box>
quote-text: Funny, you're the only one attacking us. Anyone who ISN'T defending us, is saying "take this argument elsewhere." I don't see anyone rushing to your aid, and I suspect the only reason you haven't been banned as an instigator from this board and/or this topic locked is the fact that the boardadmin is not has a moderator or active administrator. <box>791 910 1348 926</box>
sig-line: Cogito, ergo sum - Ren Descartes (I think therefore I am) <box>771 2008 954 2016</box>
quote-label: Quote <box>120 365 138 372</box>
quote-text: I believe I may have done better with this reply. <box>127 1658 266 1665</box>
quote-label: Quote: <box>791 82 1350 96</box>
quote-label: Quote <box>120 253 138 260</box>
quote-block <box>791 1364 1350 1394</box>
quote-text: because unlike Mr. Cyanide who said, "bjk, your post did COME OFF as shouting" where Mr. Byakko, you said plainly, no question involved, "bjk, YOU WERE YELLING." <box>127 1277 611 1284</box>
paragraph: See my first answer. And that was STILL ALREADY ADDRESSED. YOU LOOKED LIKE YOU WERE YELLING, SO I ASSUMED YOU WERE YELLING. AND NO, I HAD NO REASON TO ASK YOU FOR CONFIRMATION. You're a moron. <box>120 527 625 546</box>
quote-label: Quote: <box>791 1674 1350 1688</box>
paragraph: Nah... Quite there. <box>120 1670 188 1680</box>
paragraph: What part of "not related to the point I was making" do you not understand ? Is it really so fun to pick details that are not linked in any way to what I'm saying and use it as if it was proof I'm wrong ? It's irrelevant, THEREFORE I ignore it, obviously. <box>120 659 626 678</box>
quote-button[interactable]: Quote <box>1338 11 1357 19</box>
quote-label: Quote: <box>791 36 1350 50</box>
logged-indicator: Logged <box>609 1698 633 1706</box>
quote-text: please quote the significant parts of my reply instead of shielding/dodging the rest <box>127 113 370 120</box>
paragraph: Also, before going off on a tangent here, Ragnarok, you admitted above that you got pissed off when So said the TRUTH that your MEE is just a front-end. You are, QUITE bluntly, an @#%$! AND NOW YOU'LL GET YOUR REVENGE BY RELEASING SH!T 8 DECADES AFTER THE FACT TO PROVE WHAT? That you COULDN'T CODE BINARY FILES BEFORE WHICH I ALREADY KNEW? YOU ARE FUCKING NUTS! Sorry, I NEVER accused you of NOT being able to! That would be FALSE! You've got on all riled up over SOMEONE ELSE being HONEST like that! Hell, people have said DBZ sucks and I don't get pissed off about it! YOU ALL DBZ PEOPLE SUCK to which I replied that ALL Capcom people suck and YOU GUYS didn't notice the little bullsh!t that came RIGHT BACK AT YOU? Bro, you have SUCH A THING TO DIG! I and, but I THINK/GUESS THE TOMB is definitely flourishing, even being all sorts of dumb!!! Not blind. By the way, I'm NOT a 'coder' either but computer technician NOW and then since I'm not stupid. If you used the Capcom sprites, you'd need THEIR permission too, DAMNED HYPOCRITE! <box>771 1870 1356 1932</box>
quote-divider <box>791 1455 1350 1456</box>
quote-block <box>120 157 630 170</box>
poster-name[interactable]: Gohan1982 <box>663 12 704 20</box>
quote-text: Be proving that you blow things out of proportion. <box>127 562 273 569</box>
post-main <box>771 9 1361 2575</box>
quote-mark-icon: ❝ <box>122 458 125 464</box>
quote-mark-icon: ❝ <box>122 796 125 802</box>
quote-mark-icon: ❝ <box>122 691 125 697</box>
quote-label: Quote: <box>791 1047 1350 1061</box>
paragraph: I suspect that you can't understand fact from fiction nor reality. It IS self-defense but from FALSE ALLEGATIONS on YOUR behalves. It is NOT all self-defense however BUT, do try to realize, IF I WAS ON THE OFFENSIVE HERE, THEN WHY DID YOU CALL ME OFFENSIVE! YOU JUST SEALED YOUR FATES BECAUSE YOU JUST ADMITTED THAT I DIDN'T START ALL THIS AND THAT YOU ALL KNOW IT! <box>771 1017 1353 1043</box>
paragraph: Says the guy who brings back topic that were solved over a year ago. Hypocrite. And moron. <box>120 574 458 583</box>
paragraph: That again ? I'm PRETTY SURE this was addressed tons of times before. <box>120 1252 379 1261</box>
quote-divider <box>791 929 1350 930</box>
quote-text: Too bad, I actually presented WHY my conclusion actually can flair. <box>127 1389 323 1396</box>
right-forum-post-panel <box>654 8 1363 2576</box>
quote-label: Quote <box>120 635 138 642</box>
quote-text: I suspect that makes your standpoint, that you're getting aggravated by us, a little less valid, since you're the one who continues to attack us. This is all self-defense, and you're the one who's sealing that fact for us. <box>791 991 1339 1007</box>
quote-divider <box>791 1010 1350 1011</box>
quote-mark-icon: ❝ <box>122 337 125 342</box>
quote-mark-icon: ❝ <box>122 880 125 886</box>
quote-label: Quote <box>120 1228 138 1235</box>
quote-text: instead of making a WRONG, NASTY definite statement? <box>127 217 292 224</box>
quote-block <box>120 691 630 704</box>
quote-block <box>120 832 630 845</box>
definition-list <box>131 1558 630 1574</box>
quote-block <box>120 795 630 808</box>
quote-mark-icon: ❝ <box>122 513 125 519</box>
paragraph: NAY, vile varlet, Read my a, b, and c for what happened. Well, actually, you need to expound upon c a little before ANYTHING rational can be discussed on that, don't you? <box>771 422 1347 431</box>
quote-block <box>791 1308 1350 1339</box>
user-status-icon <box>657 13 663 18</box>
quote-label: Quote: <box>791 556 1350 570</box>
